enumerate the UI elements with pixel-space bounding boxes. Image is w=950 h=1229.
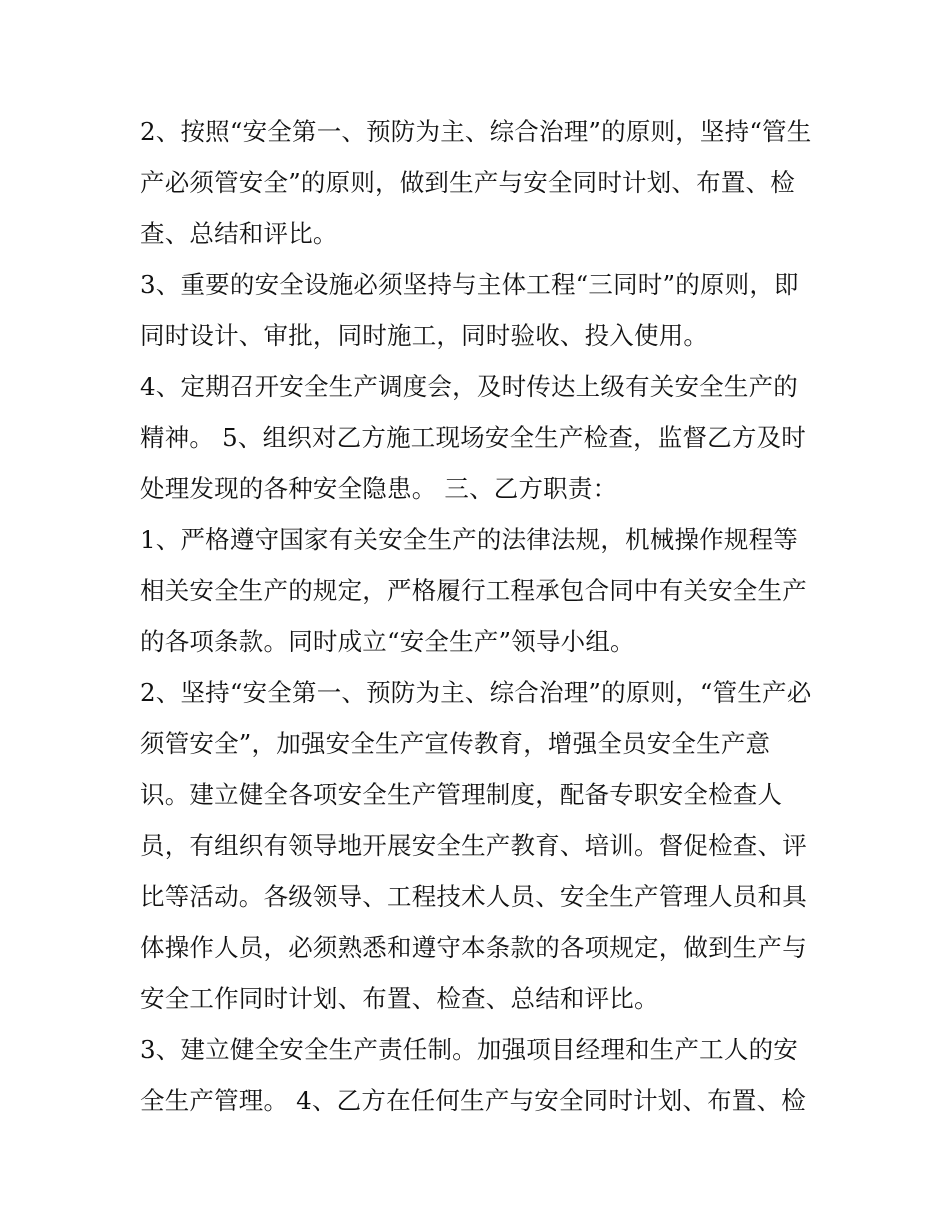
text-line-20: 全生产管理。 4、乙方在任何生产与安全同时计划、布置、检 <box>140 1086 806 1115</box>
text-line-8: 处理发现的各种安全隐患。 三、乙方职责： <box>140 474 618 503</box>
text-line-2: 产必须管安全”的原则，做到生产与安全同时计划、布置、检 <box>140 168 795 197</box>
document-body <box>140 106 820 1126</box>
text-line-14: 识。建立健全各项安全生产管理制度，配备专职安全检查人 <box>140 780 783 809</box>
text-line-6: 4、定期召开安全生产调度会，及时传达上级有关安全生产的 <box>140 372 798 401</box>
text-line-16: 比等活动。各级领导、工程技术人员、安全生产管理人员和具 <box>140 882 807 911</box>
text-line-11: 的各项条款。同时成立“安全生产”领导小组。 <box>140 627 635 656</box>
text-line-3: 查、总结和评比。 <box>140 219 338 248</box>
text-line-7: 精神。 5、组织对乙方施工现场安全生产检查，监督乙方及时 <box>140 423 806 452</box>
text-line-5: 同时设计、审批，同时施工，同时验收、投入使用。 <box>140 321 709 350</box>
text-line-9: 1、严格遵守国家有关安全生产的法律法规，机械操作规程等 <box>140 525 798 554</box>
text-line-13: 须管安全”，加强安全生产宣传教育，增强全员安全生产意 <box>140 729 771 758</box>
text-line-12: 2、坚持“安全第一、预防为主、综合治理”的原则，“管生产必 <box>140 678 812 707</box>
text-line-15: 员，有组织有领导地开展安全生产教育、培训。督促检查、评 <box>140 831 807 860</box>
text-line-19: 3、建立健全安全生产责任制。加强项目经理和生产工人的安 <box>140 1035 798 1064</box>
text-line-10: 相关安全生产的规定，严格履行工程承包合同中有关安全生产 <box>140 576 807 605</box>
text-line-18: 安全工作同时计划、布置、检查、总结和评比。 <box>140 984 659 1013</box>
text-line-1: 2、按照“安全第一、预防为主、综合治理”的原则，坚持“管生 <box>140 117 812 146</box>
text-line-4: 3、重要的安全设施必须坚持与主体工程“三同时”的原则，即 <box>140 270 799 299</box>
text-line-17: 体操作人员，必须熟悉和遵守本条款的各项规定，做到生产与 <box>140 933 807 962</box>
